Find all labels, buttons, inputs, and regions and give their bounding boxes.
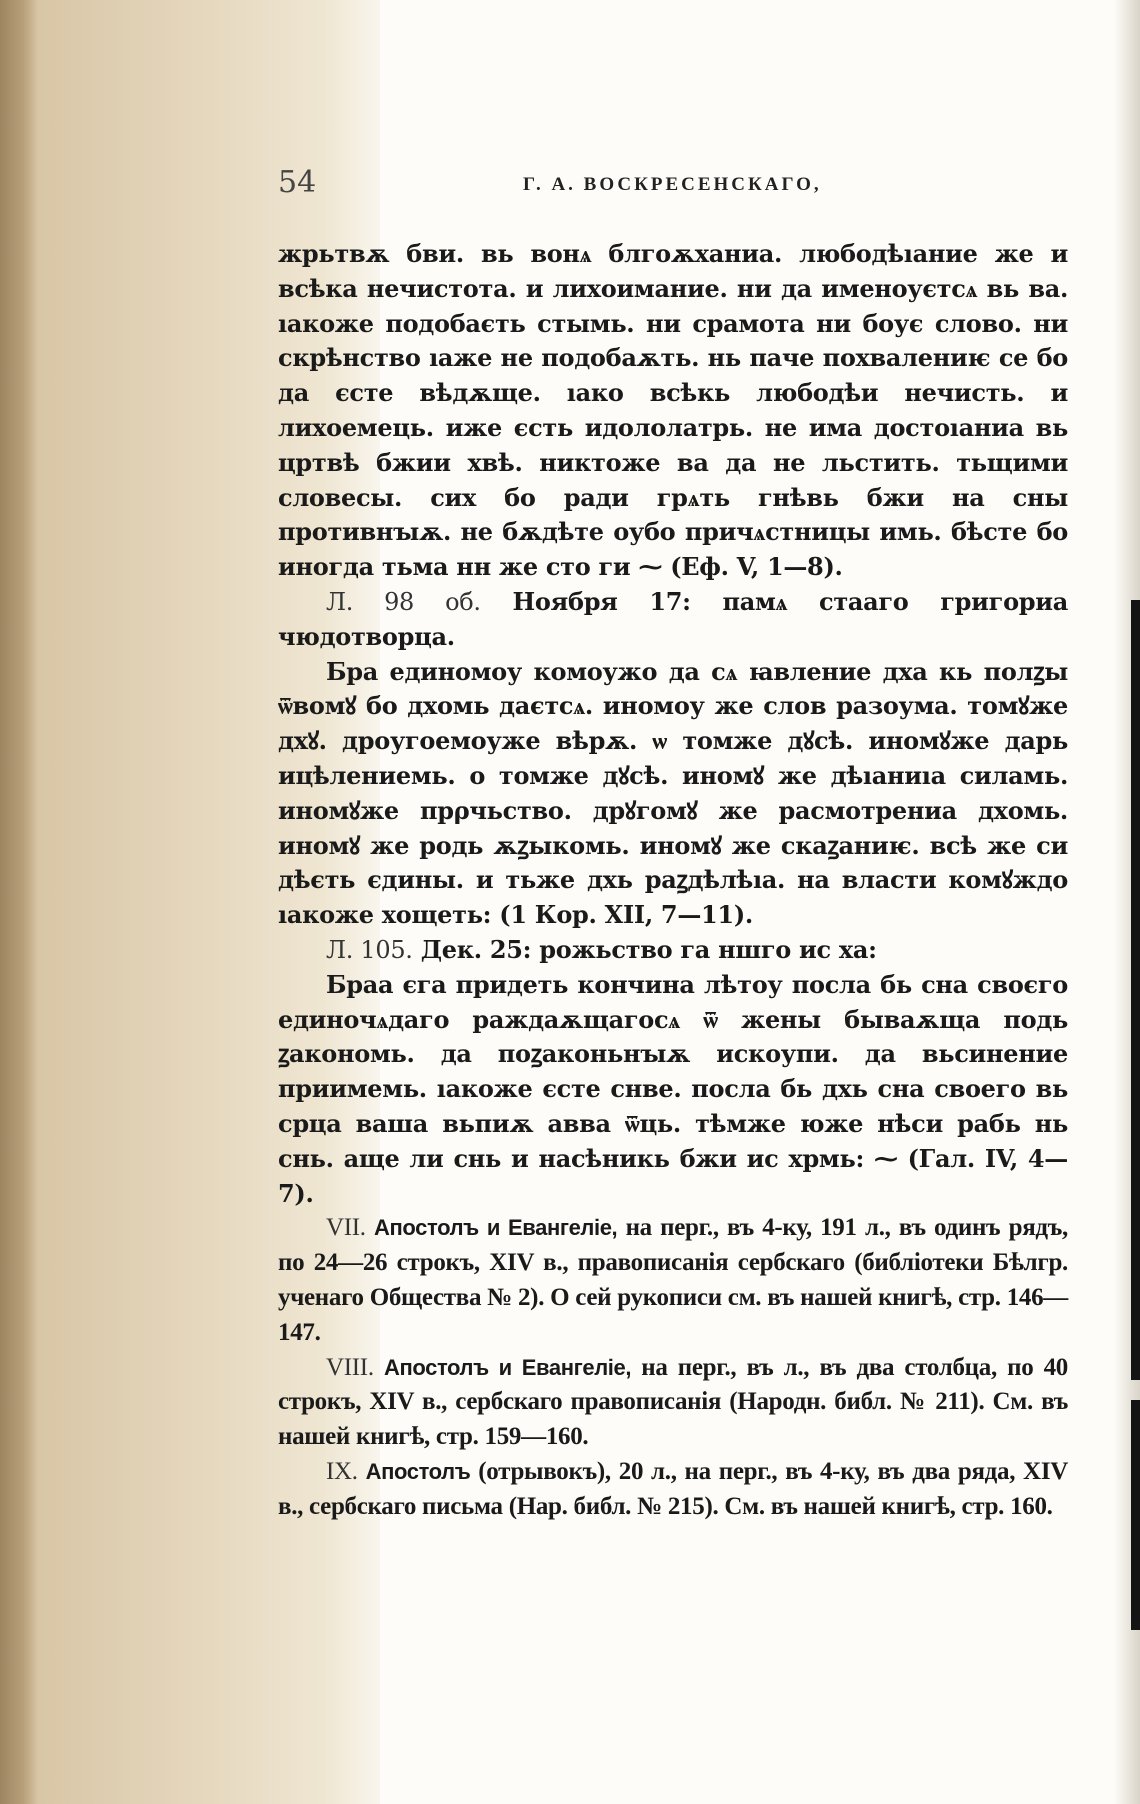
manuscript-entry-viii <box>278 1351 1068 1455</box>
slavonic-quote-corinthians <box>278 655 1068 933</box>
quote-text: Бра единомоу комоужо да сѧ ꙗвление дха кь полꙁы ѿвомꙋ бо дхомь даєтсѧ. иномоу же слов разоума. томꙋже дхꙋ. дроугоемоуже вѣрѫ. ѡ томже дꙋсѣ. иномꙋже дарь ицѣлениемь. о томже дꙋсѣ. иномꙋ же дѣıаниıа силамь. иномꙋже прρчьство. дрꙋгомꙋ же расмотрениа дхомь. иномꙋ же родь ѫꙁыкомь. иномꙋ же скаꙁаниѥ. всѣ же си дѣєть єдины. и тьже дхь раꙁдѣлѣıа. на власти комꙋждо ıакоже хощеть: (1 Кор. XII, 7—11). <box>278 656 1068 930</box>
binding-shadow-upper <box>1131 600 1140 1380</box>
page-number: 54 <box>278 165 317 200</box>
reading-title: Ноября 17: памѧ стааго григориа чюдотворца. <box>278 586 1069 651</box>
entry-title: Апостолъ <box>365 1458 471 1484</box>
reading-heading-nov17 <box>278 585 1068 655</box>
entry-description: на перг., въ 4-ку, 191 л., въ одинъ рядъ, по 24—26 строкъ, XIV в., правописанія сербскаго (библіотеки Бѣлгр. ученаго Общества № 2). О сей рукописи см. въ нашей книгѣ, стр. 146—147. <box>278 1214 1068 1346</box>
entry-title: Апостолъ и Евангеліе, <box>374 1215 618 1241</box>
entry-numeral: VIII. <box>326 1353 374 1381</box>
slavonic-quote-galatians <box>278 968 1068 1212</box>
binding-shadow-lower <box>1131 1400 1140 1630</box>
slavonic-quote-ephesians <box>278 237 1068 585</box>
entry-numeral: VII. <box>326 1214 366 1242</box>
quote-text: жрьтвѫ бви. вь вонѧ блгоѫханиа. любодѣıание же и всѣка нечистота. и лихоимание. ни да именоуєтсѧ вь ва. ıакоже подобаєть стымь. ни срамота ни боує слово. ни скрѣнство ıаже не подобаѫть. нь паче похвалениѥ се бо да єсте вѣдѫще. ıако всѣкь любодѣи нечисть. и лихоемець. иже єсть идололатрь. не има достоıаниа вь цртвѣ бжии хвѣ. никтоже ва да не льстить. тьщими словесы. сих бо ради грѧть гнѣвь бжи на сны противнꙑѫ. не бѫдѣте оубо причѧстницы имь. бѣсте бо иногда тьма нн же сто ги ⁓ (Еф. V, 1—8). <box>278 239 1068 582</box>
entry-numeral: IX. <box>326 1457 358 1485</box>
page-content <box>278 165 1068 1524</box>
manuscript-entry-ix <box>278 1455 1068 1525</box>
page-header <box>278 165 1068 221</box>
entry-title: Апостолъ и Евангеліе, <box>383 1354 632 1380</box>
reading-heading-dec25 <box>278 933 1068 968</box>
leaf-reference: Л. 105. <box>326 935 413 964</box>
entry-description: (отрывокъ), 20 л., на перг., въ 4-ку, въ два ряда, XIV в., сербскаго письма (Нар. библ. № 215). См. въ нашей книгѣ, стр. 160. <box>278 1457 1068 1520</box>
entry-description: на перг., въ л., въ два столбца, по 40 строкъ, XIV в., сербскаго правописанія (Народн. библ. № 211). См. въ нашей книгѣ, стр. 159—160. <box>278 1353 1069 1451</box>
reading-title: Дек. 25: рожьство га ншго ис ха: <box>420 934 877 964</box>
manuscript-entry-vii <box>278 1211 1068 1350</box>
quote-text: Браа єга придеть кончина лѣтоу посла бь сна своєго единочѧдаго раждаѫщагосѧ ѿ жены бываѫща подь ꙁакономь. да поꙁаконьнꙑѫ искоупи. да вьсинение приимемь. ıакоже єсте снве. посла бь дхь сна своего вь срца ваша вьпиѫ авва ѿць. тѣмже юже нѣси рабь нь снь. аще ли снь и насѣникь бжи ис хрмь: ⁓ (Гал. IV, 4—7). <box>278 969 1068 1208</box>
page-left-edge <box>0 0 38 1804</box>
running-head: Г. А. ВОСКРЕСЕНСКАГО, <box>523 174 822 195</box>
leaf-reference: Л. 98 об. <box>326 587 481 616</box>
